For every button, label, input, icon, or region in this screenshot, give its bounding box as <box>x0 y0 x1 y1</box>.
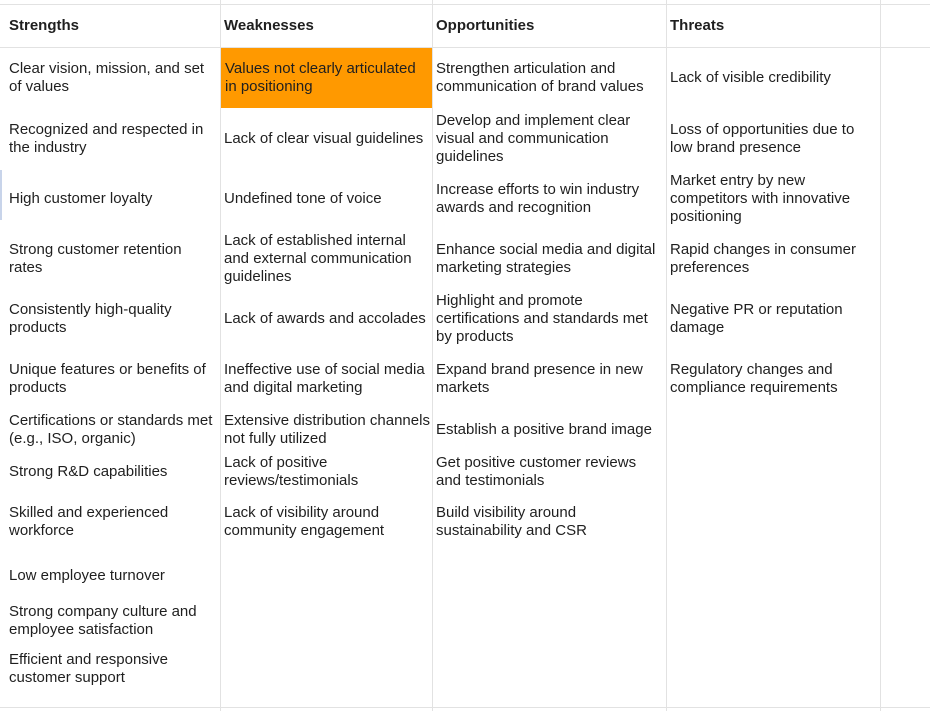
header-threats[interactable] <box>661 5 880 47</box>
cell-strength-4[interactable] <box>0 230 220 288</box>
cell-text: Undefined tone of voice <box>224 190 382 207</box>
cell-weakness-9[interactable] <box>215 502 432 542</box>
cell-strength-10[interactable] <box>0 556 220 596</box>
cell-weakness-7[interactable] <box>215 410 432 450</box>
cell-text: Lack of awards and accolades <box>224 310 426 327</box>
cell-opportunity-2[interactable] <box>427 110 666 168</box>
cell-strength-8[interactable] <box>0 452 220 492</box>
cell-text: Build visibility around sustainability and CSR <box>436 504 587 539</box>
cell-weakness-2[interactable] <box>215 110 432 168</box>
cell-strength-11[interactable] <box>0 601 220 641</box>
cell-opportunity-7[interactable] <box>427 410 666 450</box>
cell-weakness-3[interactable] <box>215 170 432 228</box>
cell-text: Strong customer retention rates <box>9 241 182 276</box>
cell-threat-2[interactable] <box>661 110 880 168</box>
cell-strength-5[interactable] <box>0 290 220 348</box>
cell-text: Values not clearly articulated in positioning <box>225 60 416 95</box>
cell-text: Develop and implement clear visual and communication guidelines <box>436 112 631 165</box>
cell-strength-7[interactable] <box>0 410 220 450</box>
cell-weakness-10[interactable] <box>215 556 432 596</box>
cell-threat-10[interactable] <box>661 556 880 596</box>
cell-opportunity-1[interactable] <box>427 48 666 108</box>
cell-text: Certifications or standards met (e.g., ISO, organic) <box>9 412 213 447</box>
cell-text: Clear vision, mission, and set of values <box>9 60 205 95</box>
cell-weakness-11[interactable] <box>215 601 432 641</box>
cell-strength-2[interactable] <box>0 110 220 168</box>
cell-threat-11[interactable] <box>661 601 880 641</box>
cell-strength-1[interactable] <box>0 48 220 108</box>
grid-line <box>0 707 930 708</box>
cell-text: Get positive customer reviews and testimonials <box>436 454 637 489</box>
header-opportunities-label: Opportunities <box>436 17 535 34</box>
cell-opportunity-5[interactable] <box>427 290 666 348</box>
cell-text: Expand brand presence in new markets <box>436 361 643 396</box>
cell-text: Lack of clear visual guidelines <box>224 130 424 147</box>
cell-strength-9[interactable] <box>0 502 220 542</box>
cell-text: Lack of positive reviews/testimonials <box>224 454 359 489</box>
cell-weakness-12[interactable] <box>215 649 432 689</box>
cell-threat-9[interactable] <box>661 502 880 542</box>
cell-opportunity-8[interactable] <box>427 452 666 492</box>
cell-text: Enhance social media and digital marketing strategies <box>436 241 656 276</box>
cell-weakness-6[interactable] <box>215 350 432 408</box>
cell-weakness-5[interactable] <box>215 290 432 348</box>
cell-threat-12[interactable] <box>661 649 880 689</box>
cell-opportunity-3[interactable] <box>427 170 666 228</box>
cell-threat-8[interactable] <box>661 452 880 492</box>
cell-text: Negative PR or reputation damage <box>670 301 843 336</box>
cell-text: Low employee turnover <box>9 567 165 584</box>
grid-line <box>880 0 881 711</box>
cell-text: Strong company culture and employee satisfaction <box>9 603 197 638</box>
cell-strength-12[interactable] <box>0 649 220 689</box>
cell-text: Strengthen articulation and communication of brand values <box>436 60 644 95</box>
cell-weakness-1-highlighted[interactable] <box>221 48 432 108</box>
cell-text: Skilled and experienced workforce <box>9 504 169 539</box>
cell-weakness-4[interactable] <box>215 230 432 288</box>
cell-text: Lack of visible credibility <box>670 69 831 86</box>
cell-opportunity-10[interactable] <box>427 556 666 596</box>
cell-text: Strong R&D capabilities <box>9 463 168 480</box>
cell-text: Increase efforts to win industry awards and recognition <box>436 181 640 216</box>
cell-text: Rapid changes in consumer preferences <box>670 241 856 276</box>
cell-text: Lack of established internal and external communication guidelines <box>224 232 412 285</box>
cell-text: Regulatory changes and compliance requirements <box>670 361 838 396</box>
header-threats-label: Threats <box>670 17 725 34</box>
cell-text: Market entry by new competitors with innovative positioning <box>670 172 851 225</box>
cell-opportunity-9[interactable] <box>427 502 666 542</box>
cell-text: Loss of opportunities due to low brand presence <box>670 121 855 156</box>
cell-strength-3[interactable] <box>0 170 220 228</box>
cell-text: Efficient and responsive customer support <box>9 651 168 686</box>
header-strengths-label: Strengths <box>9 17 80 34</box>
cell-opportunity-12[interactable] <box>427 649 666 689</box>
header-strengths[interactable] <box>0 5 220 47</box>
cell-threat-1[interactable] <box>661 48 880 108</box>
cell-text: Lack of visibility around community engagement <box>224 504 385 539</box>
cell-text: Unique features or benefits of products <box>9 361 206 396</box>
cell-threat-7[interactable] <box>661 410 880 450</box>
cell-text: Consistently high-quality products <box>9 301 172 336</box>
cell-text: Highlight and promote certifications and standards met by products <box>436 292 648 345</box>
header-opportunities[interactable] <box>427 5 666 47</box>
cell-text: Ineffective use of social media and digital marketing <box>224 361 425 396</box>
cell-opportunity-4[interactable] <box>427 230 666 288</box>
cell-threat-6[interactable] <box>661 350 880 408</box>
cell-strength-6[interactable] <box>0 350 220 408</box>
cell-text: High customer loyalty <box>9 190 153 207</box>
header-weaknesses-label: Weaknesses <box>224 17 314 34</box>
cell-weakness-8[interactable] <box>215 452 432 492</box>
cell-threat-5[interactable] <box>661 290 880 348</box>
header-weaknesses[interactable] <box>215 5 432 47</box>
empty-column-cell[interactable] <box>881 5 930 47</box>
cell-text: Recognized and respected in the industry <box>9 121 204 156</box>
cell-threat-4[interactable] <box>661 230 880 288</box>
cell-opportunity-6[interactable] <box>427 350 666 408</box>
cell-text: Extensive distribution channels not fully utilized <box>224 412 430 447</box>
cell-threat-3[interactable] <box>661 170 880 228</box>
cell-opportunity-11[interactable] <box>427 601 666 641</box>
cell-text: Establish a positive brand image <box>436 421 652 438</box>
